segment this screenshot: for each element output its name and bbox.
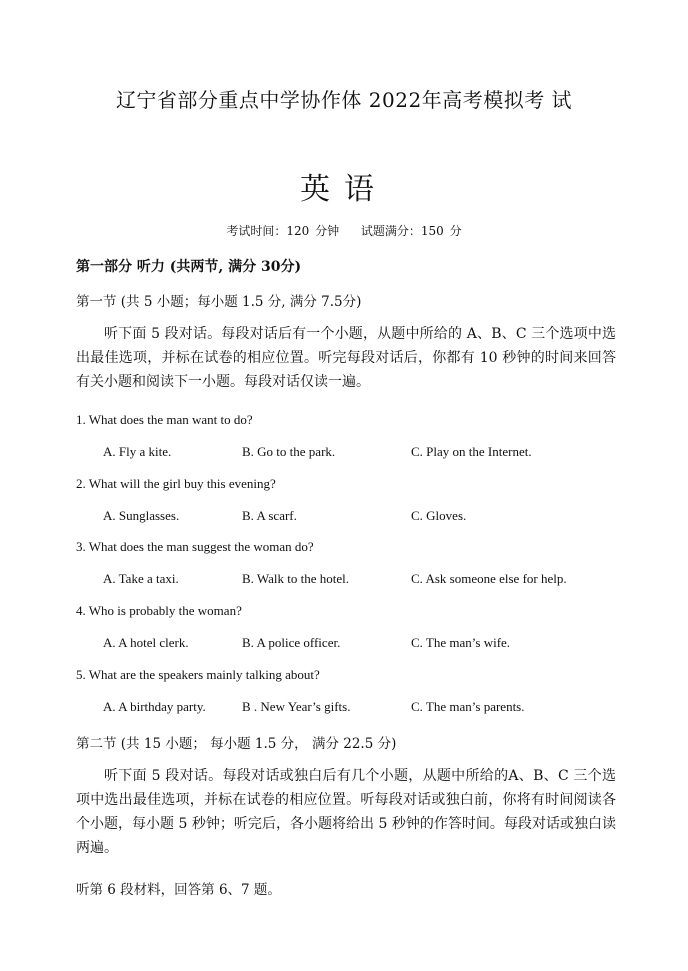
- q5-option-b: B . New Year’s gifts.: [242, 699, 351, 714]
- q2-option-a: A. Sunglasses.: [103, 508, 180, 523]
- exam-time: 考试时间：120 分钟: [226, 224, 340, 238]
- section1-instructions: 听下面 5 段对话。每段对话后有一个小题，从题中所给的 A、B、C 三个选项中选出最佳选项，并标在试卷的相应位置。听完每段对话后，你都有 10 秒钟的时间来回答有关小题和阅读下一小题。每段对话仅读一遍。: [76, 326, 616, 390]
- q2-option-b: B. A scarf.: [242, 508, 297, 523]
- q3-option-a: A. Take a taxi.: [103, 571, 179, 586]
- q4-option-a: A. A hotel clerk.: [103, 635, 189, 650]
- question-2: 2. What will the girl buy this evening?: [76, 476, 276, 491]
- part1-heading: 第一部分 听力 (共两节, 满分 30分): [76, 259, 302, 275]
- q5-option-c: C. The man’s parents.: [411, 699, 525, 714]
- question-4: 4. Who is probably the woman?: [76, 603, 242, 618]
- q3-option-b: B. Walk to the hotel.: [242, 571, 350, 586]
- question-1: 1. What does the man want to do?: [76, 412, 253, 427]
- q1-option-c: C. Play on the Internet.: [411, 444, 532, 459]
- exam-title: 辽宁省部分重点中学协作体 2022年高考模拟考 试: [115, 88, 573, 112]
- q1-option-a: A. Fly a kite.: [103, 444, 172, 459]
- section1-heading: 第一节 (共 5 小题；每小题 1.5 分, 满分 7.5分): [76, 294, 362, 310]
- exam-meta: [0, 222, 688, 239]
- question-3: 3. What does the man suggest the woman do?: [76, 539, 314, 554]
- q1-option-b: B. Go to the park.: [242, 444, 336, 459]
- q4-option-c: C. The man’s wife.: [411, 635, 511, 650]
- next-material-prompt: 听第 6 段材料，回答第 6、7 题。: [76, 882, 281, 898]
- q4-option-b: B. A police officer.: [242, 635, 341, 650]
- section2-instructions: 听下面 5 段对话。每段对话或独白后有几个小题，从题中所给的A、B、C 三个选项中选出最佳选项，并标在试卷的相应位置。听每段对话或独白前，你将有时间阅读各个小题，每小题 5 秒钟；听完后，各小题将给出 5 秒钟的作答时间。每段对话或独白读两遍。: [76, 768, 616, 856]
- exam-score: 试题满分：150 分: [360, 224, 462, 238]
- q2-option-c: C. Gloves.: [411, 508, 467, 523]
- section2-heading: 第二节 (共 15 小题； 每小题 1.5 分， 满分 22.5 分): [76, 736, 397, 752]
- q5-option-a: A. A birthday party.: [103, 699, 206, 714]
- q3-option-c: C. Ask someone else for help.: [411, 571, 567, 586]
- subject-title: 英语: [300, 172, 388, 207]
- question-5: 5. What are the speakers mainly talking about?: [76, 667, 320, 682]
